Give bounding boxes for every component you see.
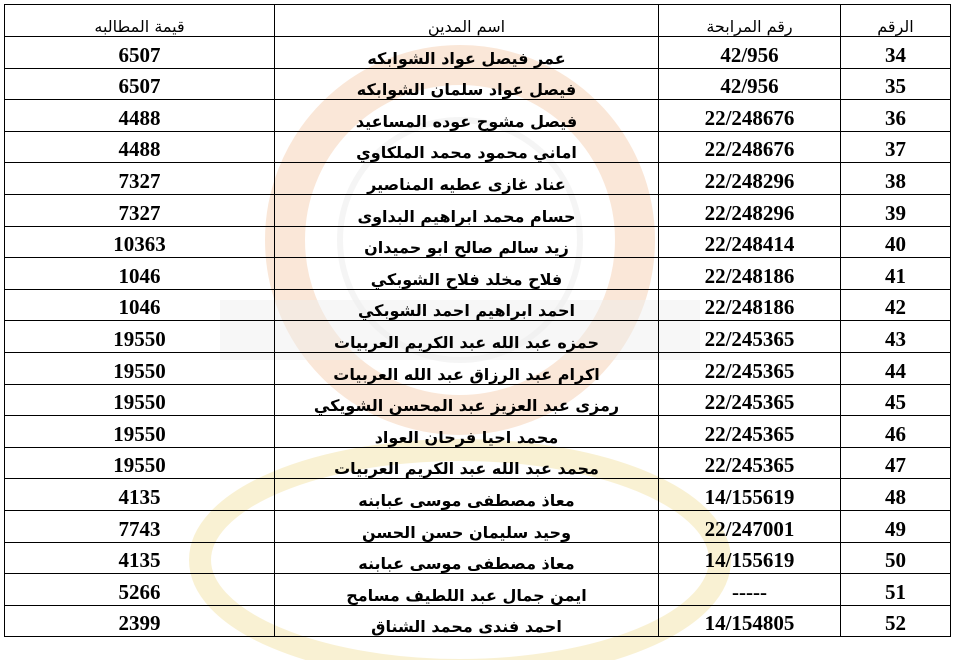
table-row: [5, 100, 951, 132]
row-number: 35: [841, 68, 951, 100]
row-amount: 1046: [5, 258, 275, 290]
row-ref: 14/155619: [659, 542, 841, 574]
row-debtor-name: وحيد سليمان حسن الحسن: [275, 510, 659, 542]
row-debtor-name: زيد سالم صالح ابو حميدان: [275, 226, 659, 258]
row-amount: 1046: [5, 289, 275, 321]
row-number: 46: [841, 416, 951, 448]
row-amount: 4135: [5, 542, 275, 574]
row-number: 45: [841, 384, 951, 416]
row-ref: 22/245365: [659, 447, 841, 479]
row-ref: 22/245365: [659, 352, 841, 384]
table-row: [5, 194, 951, 226]
row-number: 42: [841, 289, 951, 321]
row-ref: 22/248186: [659, 289, 841, 321]
row-ref: 22/248296: [659, 194, 841, 226]
header-ref: رقم المرابحة: [659, 5, 841, 37]
row-ref: 22/245365: [659, 321, 841, 353]
row-number: 52: [841, 605, 951, 637]
row-amount: 7327: [5, 163, 275, 195]
row-amount: 4488: [5, 131, 275, 163]
row-debtor-name: اكرام عبد الرزاق عبد الله العربيات: [275, 352, 659, 384]
row-debtor-name: محمد عبد الله عبد الكريم العربيات: [275, 447, 659, 479]
table-row: [5, 163, 951, 195]
row-ref: 42/956: [659, 68, 841, 100]
row-debtor-name: اماني محمود محمد الملكاوي: [275, 131, 659, 163]
row-debtor-name: معاذ مصطفى موسى عبابنه: [275, 542, 659, 574]
header-row: [5, 5, 951, 37]
row-number: 44: [841, 352, 951, 384]
row-debtor-name: حسام محمد ابراهيم البداوى: [275, 194, 659, 226]
row-ref: 22/247001: [659, 510, 841, 542]
row-debtor-name: فيصل عواد سلمان الشوابكه: [275, 68, 659, 100]
row-number: 48: [841, 479, 951, 511]
row-ref: 22/248186: [659, 258, 841, 290]
header-number: الرقم: [841, 5, 951, 37]
row-amount: 19550: [5, 384, 275, 416]
row-debtor-name: معاذ مصطفى موسى عبابنه: [275, 479, 659, 511]
table-row: [5, 574, 951, 606]
row-number: 50: [841, 542, 951, 574]
row-debtor-name: فلاح مخلد فلاح الشوبكي: [275, 258, 659, 290]
row-number: 38: [841, 163, 951, 195]
row-amount: 7743: [5, 510, 275, 542]
row-ref: 22/248296: [659, 163, 841, 195]
table-row: [5, 447, 951, 479]
row-amount: 19550: [5, 352, 275, 384]
row-debtor-name: عمر فيصل عواد الشوابكه: [275, 37, 659, 69]
header-amount: قيمة المطالبه: [5, 5, 275, 37]
row-ref: 22/248676: [659, 100, 841, 132]
row-debtor-name: فيصل مشوح عوده المساعيد: [275, 100, 659, 132]
row-amount: 6507: [5, 68, 275, 100]
row-amount: 4135: [5, 479, 275, 511]
row-amount: 6507: [5, 37, 275, 69]
table-row: [5, 352, 951, 384]
header-debtor: اسم المدين: [275, 5, 659, 37]
row-ref: 14/154805: [659, 605, 841, 637]
row-number: 51: [841, 574, 951, 606]
row-debtor-name: حمزه عبد الله عبد الكريم العربيات: [275, 321, 659, 353]
row-amount: 19550: [5, 416, 275, 448]
row-debtor-name: محمد احيا فرحان العواد: [275, 416, 659, 448]
table-row: [5, 289, 951, 321]
table-row: [5, 416, 951, 448]
row-number: 39: [841, 194, 951, 226]
table-row: [5, 226, 951, 258]
table-row: [5, 605, 951, 637]
row-ref: -----: [659, 574, 841, 606]
table-row: [5, 68, 951, 100]
table-row: [5, 321, 951, 353]
row-debtor-name: احمد ابراهيم احمد الشوبكي: [275, 289, 659, 321]
row-amount: 4488: [5, 100, 275, 132]
row-debtor-name: احمد فندى محمد الشناق: [275, 605, 659, 637]
row-ref: 42/956: [659, 37, 841, 69]
row-ref: 22/248414: [659, 226, 841, 258]
table-row: [5, 510, 951, 542]
debtors-table: [4, 4, 951, 637]
row-number: 36: [841, 100, 951, 132]
row-ref: 22/245365: [659, 416, 841, 448]
row-ref: 22/245365: [659, 384, 841, 416]
table-row: [5, 479, 951, 511]
table-row: [5, 258, 951, 290]
row-amount: 19550: [5, 447, 275, 479]
row-debtor-name: رمزى عبد العزيز عبد المحسن الشويكي: [275, 384, 659, 416]
row-amount: 5266: [5, 574, 275, 606]
row-amount: 7327: [5, 194, 275, 226]
table-row: [5, 384, 951, 416]
row-ref: 22/248676: [659, 131, 841, 163]
row-number: 47: [841, 447, 951, 479]
row-number: 37: [841, 131, 951, 163]
row-debtor-name: ايمن جمال عبد اللطيف مسامح: [275, 574, 659, 606]
row-amount: 10363: [5, 226, 275, 258]
row-number: 43: [841, 321, 951, 353]
row-number: 41: [841, 258, 951, 290]
table-row: [5, 37, 951, 69]
table-row: [5, 131, 951, 163]
row-number: 40: [841, 226, 951, 258]
row-amount: 2399: [5, 605, 275, 637]
row-ref: 14/155619: [659, 479, 841, 511]
row-number: 34: [841, 37, 951, 69]
row-number: 49: [841, 510, 951, 542]
row-debtor-name: عناد غازى عطيه المناصير: [275, 163, 659, 195]
table-row: [5, 542, 951, 574]
row-amount: 19550: [5, 321, 275, 353]
